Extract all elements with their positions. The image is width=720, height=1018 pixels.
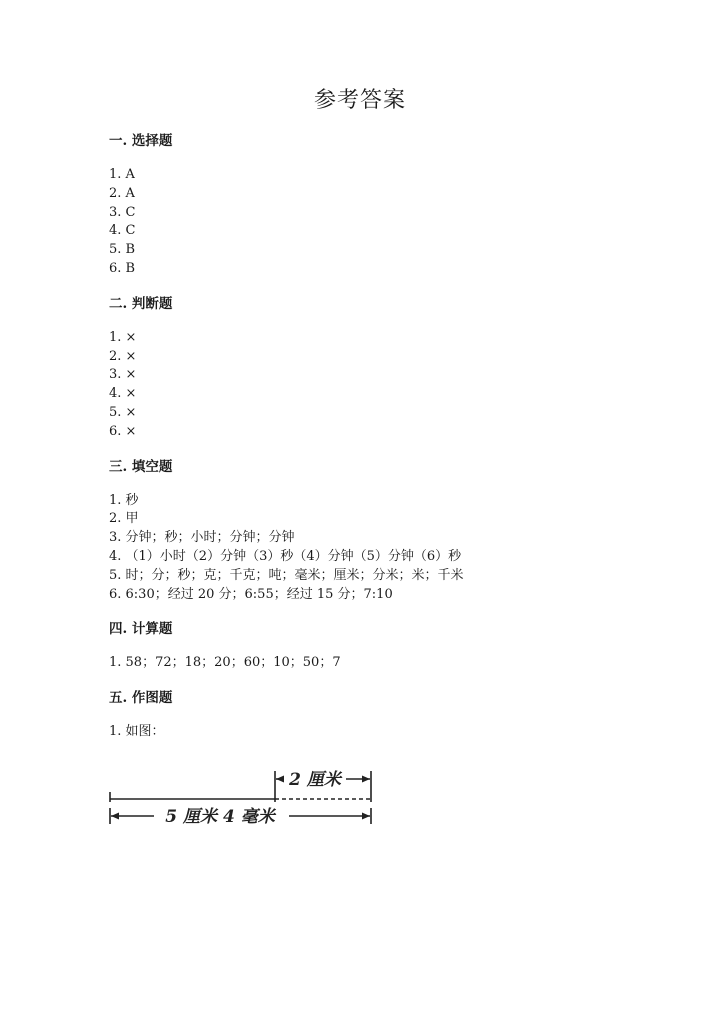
answer-list	[109, 654, 629, 673]
section-fill-blank	[109, 457, 629, 605]
answer-item: 6. ×	[109, 423, 137, 439]
answer-item: 1. 如图：	[109, 724, 165, 740]
answer-item: 2. 甲	[109, 511, 139, 527]
answer-item: 4. ×	[109, 386, 137, 402]
answer-item: 3. 分钟；秒；小时；分钟；分钟	[109, 530, 295, 546]
answer-item: 5. B	[109, 242, 136, 258]
line-segment-figure	[109, 762, 389, 842]
answer-item: 2. A	[109, 185, 135, 201]
answer-item: 3. ×	[109, 367, 137, 383]
top-arrow-right	[362, 775, 370, 782]
top-arrow-left	[276, 775, 284, 782]
answer-item: 5. ×	[109, 404, 137, 420]
answer-list	[109, 492, 629, 605]
section-judgement	[109, 294, 629, 442]
bottom-arrow-left	[111, 812, 119, 819]
section-heading: 三. 填空题	[109, 458, 173, 475]
section-calculation	[109, 619, 629, 673]
bottom-arrow-right	[362, 812, 370, 819]
answer-list	[109, 166, 629, 279]
answer-item: 1. A	[109, 167, 135, 182]
section-heading: 二. 判断题	[109, 295, 173, 312]
answer-item: 6. 6:30；经过 20 分；6:55；经过 15 分；7:10	[109, 586, 393, 602]
answer-item: 6. B	[109, 260, 136, 276]
answer-list	[109, 329, 629, 442]
section-heading: 五. 作图题	[109, 690, 173, 707]
answer-item: 4. C	[109, 223, 136, 239]
answer-item: 4. （1）小时（2）分钟（3）秒（4）分钟（5）分钟（6）秒	[109, 548, 462, 564]
section-drawing	[109, 688, 629, 842]
line-segment-drawing	[109, 762, 389, 842]
answer-list	[109, 723, 629, 742]
section-choice	[109, 131, 629, 279]
answer-item: 1. 58；72；18；20；60；10；50；7	[109, 655, 341, 671]
answer-item: 3. C	[109, 204, 136, 220]
page-title: 参考答案	[313, 88, 406, 113]
answer-item: 1. 秒	[109, 492, 139, 508]
answer-item: 2. ×	[109, 348, 137, 364]
section-heading: 一. 选择题	[109, 133, 173, 149]
answer-content	[109, 131, 629, 842]
section-heading: 四. 计算题	[109, 621, 173, 638]
bottom-dimension-label: 5 厘米 4 毫米	[165, 806, 275, 827]
answer-item: 5. 时；分；秒；克；千克；吨；毫米；厘米；分米；米；千米	[109, 567, 464, 583]
top-dimension-label: 2 厘米	[289, 769, 341, 790]
answer-item: 1. ×	[109, 329, 137, 345]
